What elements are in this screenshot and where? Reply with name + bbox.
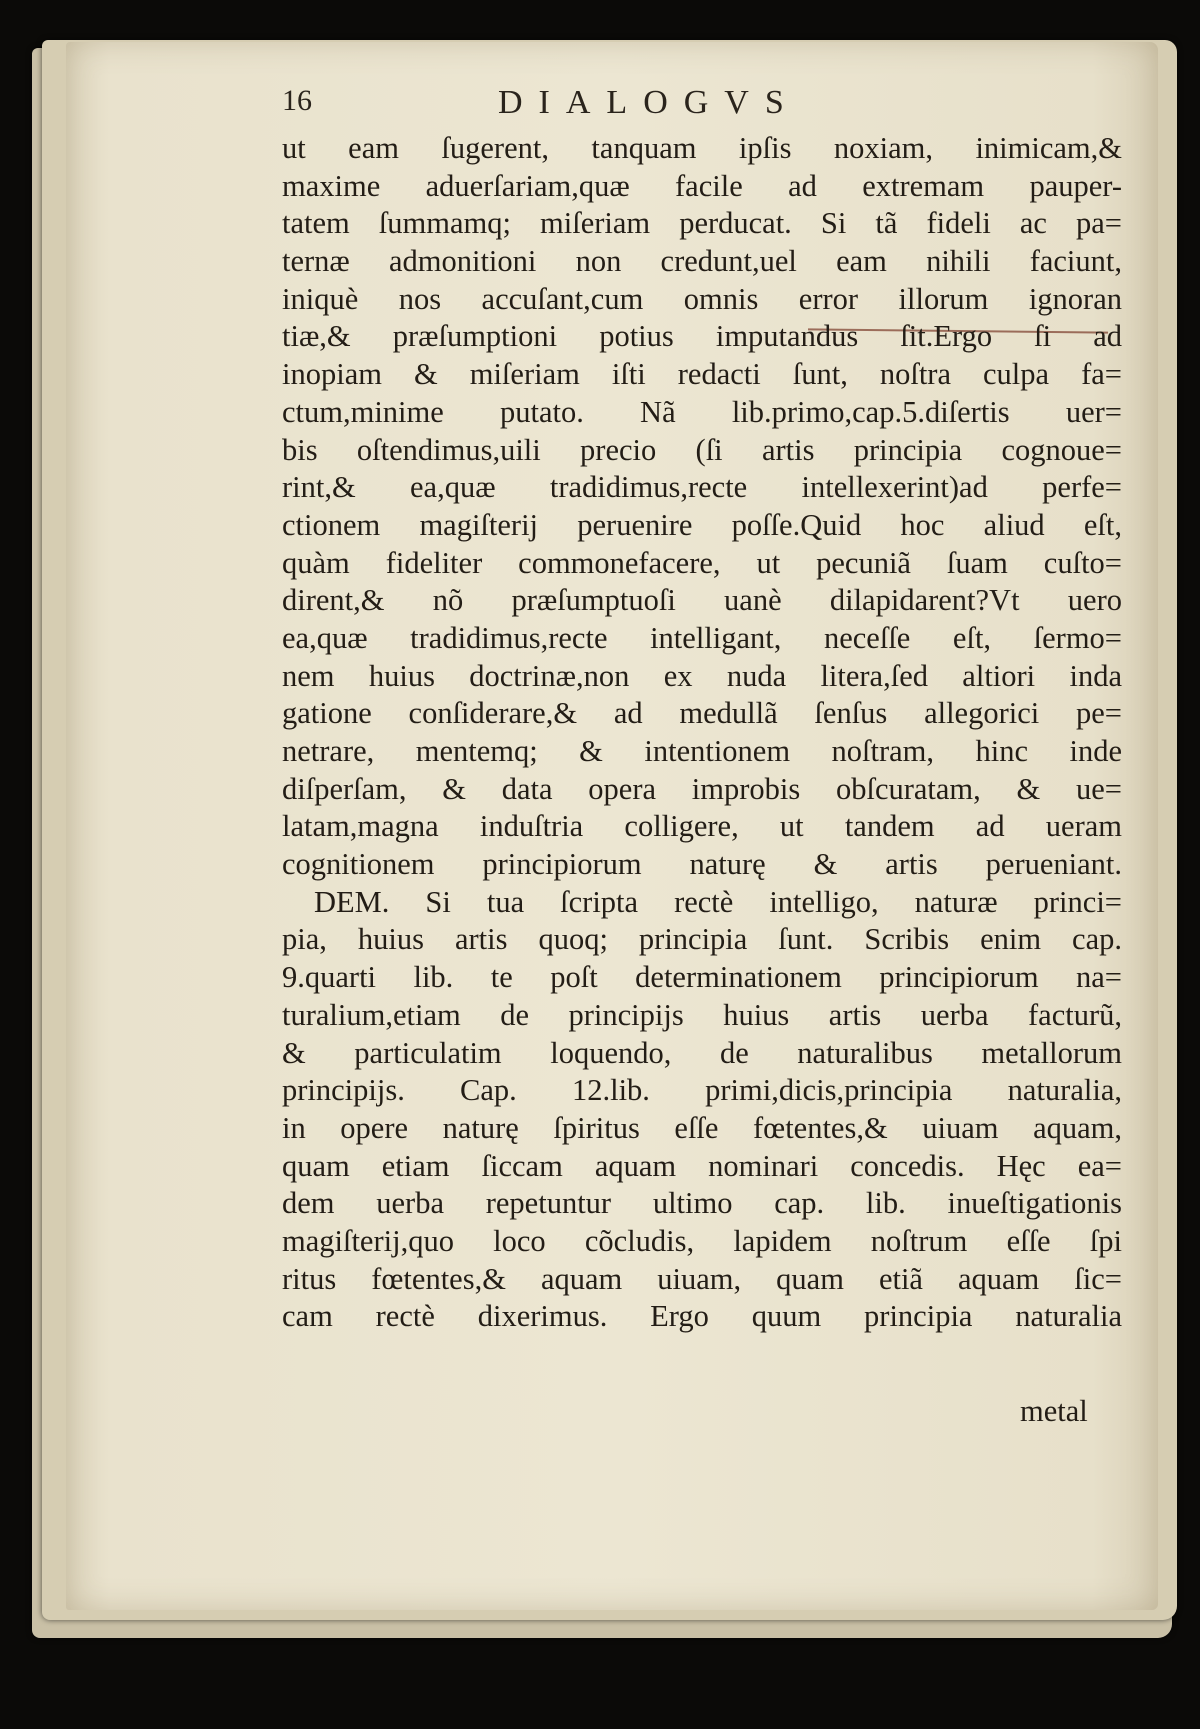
text-line: in opere naturę ſpiritus eſſe fœtentes,& uiuam aquam, [282,1110,1122,1145]
header-title: DIALOGVS [498,84,800,121]
text-line: iniquè nos accuſant,cum omnis error illorum ignoran [282,281,1122,316]
text-line: ut eam ſugerent, tanquam ipſis noxiam, inimicam,& [282,131,1122,165]
text-line: bis oſtendimus,uili precio (ſi artis principia cognoue= [282,432,1122,467]
text-line: inopiam & miſeriam iſti redacti ſunt, noſtra culpa fa= [282,357,1122,392]
text-line: tiæ,& præſumptioni potius imputandus ſit.Ergo ſi ad [282,319,1122,354]
text-line: ea,quæ tradidimus,recte intelligant, neceſſe eſt, ſermo= [282,620,1122,655]
text-line: ternæ admonitioni non credunt,uel eam nihili faciunt, [282,244,1122,279]
text-line: 9.quarti lib. te poſt determinationem principiorum na= [282,960,1122,995]
text-line: netrare, mentemq; & intentionem noſtram, hinc inde [282,734,1122,768]
text-line: ctum,minime putato. Nã lib.primo,cap.5.diſertis uer= [282,394,1122,429]
text-line: maxime aduerſariam,quæ facile ad extremam pauper- [282,168,1122,203]
text-line: principijs. Cap. 12.lib. primi,dicis,principia naturalia, [282,1073,1122,1108]
text-block [282,130,1122,1336]
text-line: cognitionem principiorum naturę & artis perueniant. [282,847,1122,882]
text-line: turalium,etiam de principijs huius artis uerba facturũ, [282,997,1122,1032]
catchword: metal [1020,1394,1088,1428]
text-line: nem huius doctrinæ,non ex nuda litera,ſed altiori inda [282,658,1122,693]
page-number: 16 [282,84,312,117]
text-line: DEM. Si tua ſcripta rectè intelligo, naturæ princi= [314,884,1122,919]
text-line: rint,& ea,quæ tradidimus,recte intellexerint)ad perfe= [282,470,1122,505]
text-line: ctionem magiſterij peruenire poſſe.Quid hoc aliud eſt, [282,507,1122,542]
text-line: pia, huius artis quoq; principia ſunt. Scribis enim cap. [282,922,1122,957]
text-line: dem uerba repetuntur ultimo cap. lib. inueſtigationis [282,1186,1122,1221]
text-line: ritus fœtentes,& aquam uiuam, quam etiã aquam ſic= [282,1261,1122,1296]
text-line: diſperſam, & data opera improbis obſcuratam, & ue= [282,771,1122,806]
text-line: quàm fideliter commonefacere, ut pecuniã ſuam cuſto= [282,545,1122,580]
text-line: & particulatim loquendo, de naturalibus metallorum [282,1035,1122,1070]
text-line: latam,magna induſtria colligere, ut tandem ad ueram [282,809,1122,844]
text-line: quam etiam ſiccam aquam nominari concedis. Hęc ea= [282,1148,1122,1183]
text-line: tatem ſummamq; miſeriam perducat. Si tã fideli ac pa= [282,206,1122,241]
text-line: dirent,& nõ præſumptuoſi uanè dilapidarent?Vt uero [282,583,1122,618]
running-head [282,84,1062,120]
text-line: magiſterij,quo loco cõcludis, lapidem noſtrum eſſe ſpi [282,1223,1122,1258]
text-line: cam rectè dixerimus. Ergo quum principia naturalia [282,1299,1122,1334]
text-line: gatione conſiderare,& ad medullã ſenſus allegorici pe= [282,696,1122,731]
